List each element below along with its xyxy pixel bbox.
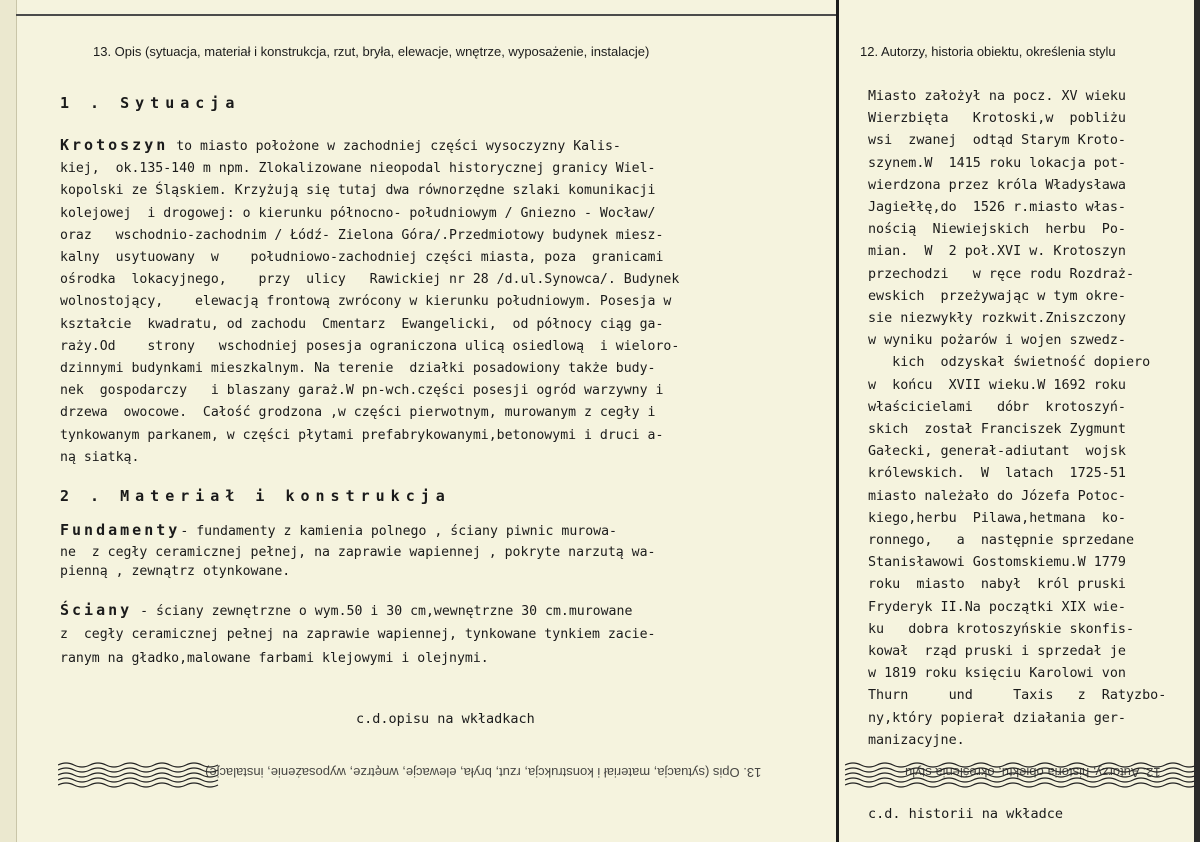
history-line: w końcu XVII wieku.W 1692 roku bbox=[868, 377, 1126, 393]
history-line: manizacyjne. bbox=[868, 732, 965, 748]
situation-line: raży.Od strony wschodniej posesja ograniczona ulicą osiedlową i wieloro- bbox=[60, 338, 680, 354]
situation-line: kopolski ze Śląskiem. Krzyżują się tutaj dwa równorzędne szlaki komunikacji bbox=[60, 183, 656, 199]
history-line: ku dobra krotoszyńskie skonfis- bbox=[868, 621, 1135, 637]
history-line: Wierzbięta Krotoski,w pobliżu bbox=[868, 111, 1126, 127]
situation-lead-word: Krotoszyn bbox=[60, 136, 169, 154]
foundations-line: ne z cegły ceramicznej pełnej, na zaprawie wapiennej , pokryte narzutą wa- bbox=[60, 545, 656, 561]
history-line: Stanisławowi Gostomskiemu.W 1779 bbox=[868, 555, 1126, 571]
description-column bbox=[60, 88, 820, 671]
situation-line: kształcie kwadratu, od zachodu Cmentarz Ewangelicki, od północy ciąg ga- bbox=[60, 316, 664, 332]
history-line: kiego,herbu Pilawa,hetmana ko- bbox=[868, 510, 1126, 526]
history-line: sie niezwykły rozkwit.Zniszczony bbox=[868, 311, 1126, 327]
history-line: kich odzyskał świetność dopiero bbox=[868, 355, 1151, 371]
walls-line: Ściany - ściany zewnętrzne o wym.50 i 30 cm,wewnętrzne 30 cm.murowane bbox=[60, 601, 633, 620]
walls-line: z cegły ceramicznej pełnej na zaprawie wapiennej, tynkowane tynkiem zacie- bbox=[60, 627, 656, 643]
history-continuation-note: c.d. historii na wkładce bbox=[868, 806, 1064, 822]
situation-line: kalny usytuowany w południowo-zachodniej części miasta, poza granicami bbox=[60, 250, 664, 266]
history-line: roku miasto nabył król pruski bbox=[868, 577, 1126, 593]
history-line: Fryderyk II.Na początki XIX wie- bbox=[868, 599, 1126, 615]
situation-line: kolejowej i drogowej: o kierunku północno- południowym / Gniezno - Wocław/ bbox=[60, 205, 656, 221]
history-line: ronnego, a następnie sprzedane bbox=[868, 533, 1135, 549]
history-line: królewskich. W latach 1725-51 bbox=[868, 466, 1126, 482]
foundations-paragraph bbox=[60, 519, 820, 581]
history-line: właścicielami dóbr krotoszyń- bbox=[868, 399, 1126, 415]
history-column bbox=[868, 86, 1196, 752]
foundations-line: pienną , zewnątrz otynkowane. bbox=[60, 564, 291, 580]
left-mirrored-header: 13. Opis (sytuacja, materiał i konstrukcja, rzut, bryła, elewacje, wnętrze, wyposażenie, instalacje) bbox=[205, 765, 762, 780]
left-column-header: 13. Opis (sytuacja, materiał i konstrukcja, rzut, bryła, elewacje, wnętrze, wyposażenie, instalacje) bbox=[93, 44, 650, 59]
foundations-lead-word: Fundamenty bbox=[60, 521, 181, 540]
situation-line: ną siatką. bbox=[60, 449, 140, 465]
situation-line: wolnostojący, elewacją frontową zwrócony w kierunku południowym. Posesja w bbox=[60, 294, 672, 310]
situation-paragraph bbox=[60, 134, 820, 469]
history-line: kował rząd pruski i sprzedał je bbox=[868, 644, 1126, 660]
walls-lead-word: Ściany bbox=[60, 601, 133, 620]
foundations-line: Fundamenty- fundamenty z kamienia polnego , ściany piwnic murowa- bbox=[60, 521, 617, 540]
situation-line: oraz wschodnio-zachodnim / Łódź- Zielona Góra/.Przedmiotowy budynek miesz- bbox=[60, 227, 664, 243]
history-line: wsi zwanej odtąd Starym Kroto- bbox=[868, 133, 1126, 149]
history-line: wierdzona przez króla Władysława bbox=[868, 177, 1126, 193]
section-title-material: 2 . Materiał i konstrukcja bbox=[60, 487, 451, 506]
top-rule bbox=[16, 14, 838, 16]
situation-line: nek gospodarczy i blaszany garaż.W pn-wch.części posesji ogród warzywny i bbox=[60, 383, 664, 399]
column-divider bbox=[836, 0, 839, 842]
history-line: miasto należało do Józefa Potoc- bbox=[868, 488, 1126, 504]
situation-line: tynkowanym parkanem, w części płytami prefabrykowanymi,betonowymi i druci a- bbox=[60, 427, 664, 443]
situation-line: ośrodka lokacyjnego, przy ulicy Rawickiej nr 28 /d.ul.Synowca/. Budynek bbox=[60, 272, 680, 288]
description-continuation-note: c.d.opisu na wkładkach bbox=[356, 711, 535, 727]
situation-line: Krotoszyn to miasto położone w zachodniej części wysoczyzny Kalis- bbox=[60, 136, 621, 154]
history-line: w wyniku pożarów i wojen szwedz- bbox=[868, 333, 1126, 349]
history-line: Gałecki, generał-adiutant wojsk bbox=[868, 444, 1126, 460]
history-line: mian. W 2 poł.XVI w. Krotoszyn bbox=[868, 244, 1126, 260]
history-line: przechodzi w ręce rodu Rozdraż- bbox=[868, 266, 1135, 282]
history-line: Thurn und Taxis z Ratyzbo- bbox=[868, 688, 1167, 704]
history-line: Jagiełłę,do 1526 r.miasto włas- bbox=[868, 200, 1126, 216]
walls-line: ranym na gładko,malowane farbami klejowymi i olejnymi. bbox=[60, 651, 489, 667]
history-line: ewskich przeżywając w tym okre- bbox=[868, 288, 1126, 304]
right-mirrored-header: 12. Autorzy, historia obiektu, określenia stylu bbox=[905, 765, 1161, 780]
situation-line: dzinnymi budynkami mieszkalnym. Na terenie działki posadowiony także budy- bbox=[60, 361, 656, 377]
right-column-header: 12. Autorzy, historia obiektu, określenia stylu bbox=[860, 44, 1116, 59]
history-line: nością Niewiejskich herbu Po- bbox=[868, 222, 1126, 238]
history-line: Miasto założył na pocz. XV wieku bbox=[868, 89, 1126, 104]
page-left-edge bbox=[0, 0, 17, 842]
situation-line: drzewa owocowe. Całość grodzona ,w części pierwotnym, murowanym z cegły i bbox=[60, 405, 656, 421]
history-line: ny,który popierał działania ger- bbox=[868, 710, 1126, 726]
history-line: szynem.W 1415 roku lokacja pot- bbox=[868, 155, 1126, 171]
history-line: w 1819 roku księciu Karolowi von bbox=[868, 666, 1126, 682]
section-title-situation: 1 . Sytuacja bbox=[60, 94, 241, 112]
walls-paragraph bbox=[60, 599, 820, 671]
situation-line: kiej, ok.135-140 m npm. Zlokalizowane nieopodal historycznej granicy Wiel- bbox=[60, 161, 656, 177]
history-line: skich został Franciszek Zygmunt bbox=[868, 422, 1126, 438]
